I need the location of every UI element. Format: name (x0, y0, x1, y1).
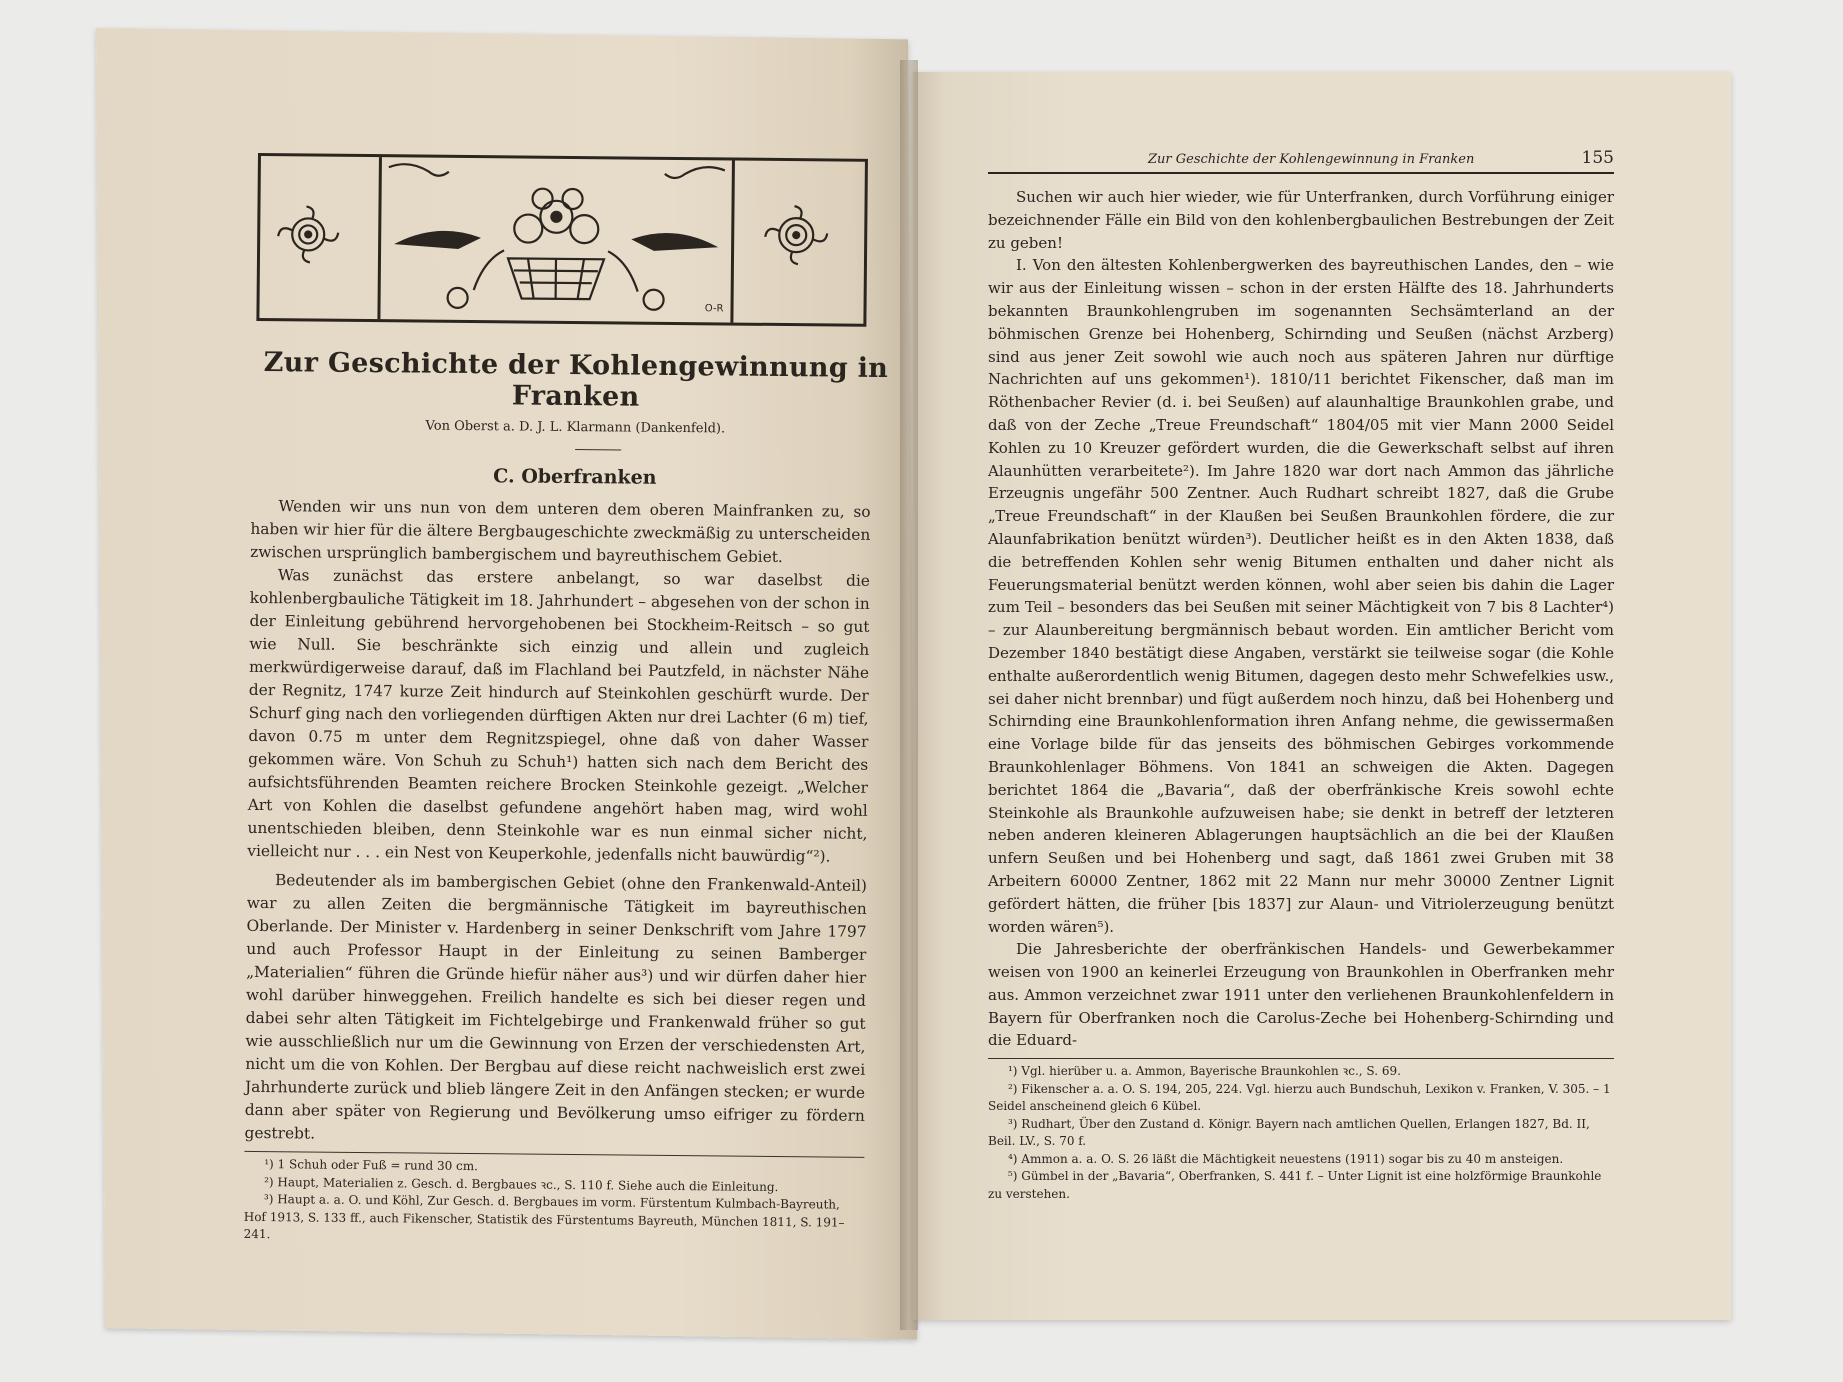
article-title: Zur Geschichte der Kohlengewinnung in Franken (263, 347, 889, 413)
left-body-text (244, 495, 870, 1151)
footnote: ²) Haupt, Materialien z. Gesch. d. Bergbaues ꝛc., S. 110 f. Siehe auch die Einleitung. (264, 1174, 779, 1194)
footnote: ¹) Vgl. hierüber u. a. Ammon, Bayerische Braunkohlen ꝛc., S. 69. (1008, 1064, 1401, 1079)
rose-left-icon (259, 156, 373, 319)
ornament-right-panel (730, 161, 865, 324)
ornament-center-panel (377, 157, 735, 322)
right-page-content (988, 148, 1614, 1203)
page-number: 155 (1581, 148, 1614, 168)
footnote: ⁵) Gümbel in der „Bavaria“, Oberfranken, S. 441 f. – Unter Lignit ist eine holzförmige Braunkohle zu verstehen. (988, 1169, 1602, 1201)
article-byline: Von Oberst a. D. J. L. Klarmann (Dankenfeld). (425, 418, 726, 437)
paragraph: Was zunächst das erstere anbelangt, so war daselbst die kohlenbergbauliche Tätigkeit im 18. Jahrhundert – abgesehen von der schon in der Einleitung gebührend hervorgehobenen bei Stockheim-Reitsch – so gut wie Null. Sie beschränkte sich einzig und allein und zugleich merkwürdigerweise darauf, daß im Flachland bei Pautzfeld, in nächster Nähe der Regnitz, 1747 kurze Zeit hindurch auf Steinkohlen geschürft wurde. Der Schurf ging nach den vorliegenden dürftigen Akten nur drei Lachter (6 m) tief, davon 0.75 m unter dem Regnitzspiegel, ohne daß von daher Wasser gekommen wäre. Von Schuh zu Schuh¹) hatten sich nach dem Bericht des aufsichtsführenden Beamten reichere Brocken Steinkohle gezeigt. „Welcher Art von Kohlen die daselbst gefundene angehört haben mag, wird wohl unentschieden bleiben, denn Steinkohle war es nun einmal sicher nicht, vielleicht nur . . . ein Nest von Keuperkohle, jedenfalls nicht bauwürdig“²). (247, 566, 871, 866)
footnote: ³) Rudhart, Über den Zustand d. Königr. Bayern nach amtlichen Quellen, Erlangen 1827, Bd. II, Beil. LV., S. 70 f. (988, 1116, 1590, 1149)
paragraph: Wenden wir uns nun von dem unteren dem oberen Mainfranken zu, so haben wir hier für die ältere Bergbaugeschichte zweckmäßig zu unterscheiden zwischen ursprünglich bambergischem und bayreuthischem Gebiet. (250, 497, 871, 567)
left-page-content (148, 152, 889, 1249)
paragraph: Die Jahresberichte der oberfränkischen Handels- und Gewerbekammer weisen von 1900 an keinerlei Erzeugung von Braunkohlen in Oberfranken mehr aus. Ammon verzeichnet zwar 1911 unter den verliehenen Braunkohlenfeldern in Bayern für Oberfranken noch die Carolus-Zeche bei Hohenberg-Schirnding und die Eduard- (988, 940, 1614, 1050)
paragraph: I. Von den ältesten Kohlenbergwerken des bayreuthischen Landes, den – wie wir aus der Einleitung wissen – schon in der ersten Hälfte des 18. Jahrhunderts bekannten Braunkohlengruben im sogenannten Sechsämterland an der böhmischen Grenze bei Hohenberg, Schirnding und Seußen (nächst Arzberg) sind aus jener Zeit sowohl wie auch noch aus späteren Jahren nur dürftige Nachrichten auf uns gekommen¹). 1810/11 berichtet Fikenscher, daß man im Röthenbacher Revier (d. i. bei Seußen) auf alaunhaltige Braunkohlen grabe, und daß von der Zeche „Treue Freundschaft“ 1804/05 mit vier Mann 2000 Seidel Kohlen zu 10 Kreuzer gefördert wurden, die die Gewerkschaft selbst auf ihren Alaunhütten verarbeitete²). Im Jahre 1820 war dort nach Ammon das jährliche Erzeugnis ungefähr 500 Zentner. Auch Rudhart schreibt 1827, daß die Grube „Treue Freundschaft“ in der Klaußen bei Seußen Braunkohlen fördere, die zur Alaunfabrikation benützt würden³). Deutlicher heißt es in den Akten 1838, daß die betreffenden Kohlen sehr wenig Bitumen enthalten und daher nicht als Feuerungsmaterial benützt werden können, wohl aber seien bis dahin die Lager zum Teil – besonders das bei Seußen mit seiner Mächtigkeit von 7 bis 8 Lachter⁴) – zur Alaunbereitung bergmännisch bebaut worden. Ein amtlicher Bericht vom Dezember 1840 bestätigt diese Angaben, verstärkt sie teilweise sogar (die Kohle enthalte außerordentlich wenig Bitumen, dagegen desto mehr Schwefelkies usw., sei daher nicht brennbar) und fügt außerdem noch hinzu, daß bei Hohenberg und Schirnding eine Braunkohlenformation ihren Anfang nehme, die gewissermaßen eine Vorlage bilde für das jenseits des böhmischen Gebirges vorkommende Braunkohlenlager Böhmens. Von 1841 an schweigen die Akten. Dagegen berichtet 1864 die „Bavaria“, daß der oberfränkische Kreis sowohl echte Steinkohle als Braunkohle aufzuweisen habe; sie denkt in betreff der letzteren neben anderen kleineren Ablagerungen hauptsächlich an die bei der Klaußen unfern Seußen und bei Hohenberg und sagt, daß 1861 zwei Gruben mit 38 Arbeitern 60000 Zentner, 1862 mit 22 Mann nur mehr 30000 Zentner Lignit gefördert hätten, die früher [bis 1837] zur Alaun- und Vitriolerzeugung benützt worden wären⁵). (988, 256, 1614, 936)
footnote: ²) Fikenscher a. a. O. S. 194, 205, 224. Vgl. hierzu auch Bundschuh, Lexikon v. Franken, V. 305. – 1 Seidel anscheinend gleich 6 Kübel. (988, 1081, 1611, 1114)
left-footnotes (244, 1151, 865, 1249)
right-footnotes (988, 1058, 1614, 1203)
ornament-left-panel (259, 156, 382, 319)
footnote: ⁴) Ammon a. a. O. S. 26 läßt die Mächtigkeit neuestens (1911) sogar bis zu 40 m ansteigen. (1008, 1151, 1564, 1166)
footnote: ¹) 1 Schuh oder Fuß = rund 30 cm. (264, 1157, 479, 1174)
title-divider (575, 449, 621, 450)
running-head-title: Zur Geschichte der Kohlengewinnung in Franken (1148, 152, 1475, 167)
section-heading: C. Oberfranken (493, 465, 657, 489)
flower-basket-icon (377, 157, 735, 322)
book-gutter (900, 60, 918, 1330)
right-body-text (988, 186, 1614, 1052)
paragraph: Suchen wir auch hier wieder, wie für Unterfranken, durch Vorführung einiger bezeichnender Fälle ein Bild von den kohlenbergbaulichen Bestrebungen der Zeit zu geben! (988, 188, 1614, 252)
footnote: ³) Haupt a. a. O. und Köhl, Zur Gesch. d. Bergbaues im vorm. Fürstentum Kulmbach-Bayreuth, Hof 1913, S. 133 ff., auch Fikenscher, Statistik des Fürstentums Bayreuth, München 1811, S. 191–241. (243, 1192, 845, 1242)
running-head (988, 148, 1614, 174)
ornament-signature: O-R (704, 303, 724, 315)
paragraph: Bedeutender als im bambergischen Gebiet (ohne den Frankenwald-Anteil) war zu allen Zeiten die bergmännische Tätigkeit im bayreuthischen Oberlande. Der Minister v. Hardenberg in seiner Denkschrift vom Jahre 1797 und auch Professor Haupt in der Einleitung zu seinen Bamberger „Materialien“ führen die Gründe hiefür näher aus³) und wir dürfen daher hier wohl darüber hinweggehen. Freilich handelte es sich bei dieser regen und dabei sehr alten Tätigkeit im Fichtelgebirge und Frankenwald früher so gut wie ausschließlich nur um die Gewinnung von Erzen der verschiedensten Art, nicht um die von Kohlen. Der Bergbau auf diese reicht nachweislich erst zwei Jahrhunderte zurück und blieb längere Zeit in den Anfängen stecken; er wurde dann aber später von Regierung und Bevölkerung umso eifriger zu fördern gestrebt. (244, 871, 868, 1143)
header-ornament (256, 153, 868, 327)
rose-right-icon (733, 161, 859, 324)
